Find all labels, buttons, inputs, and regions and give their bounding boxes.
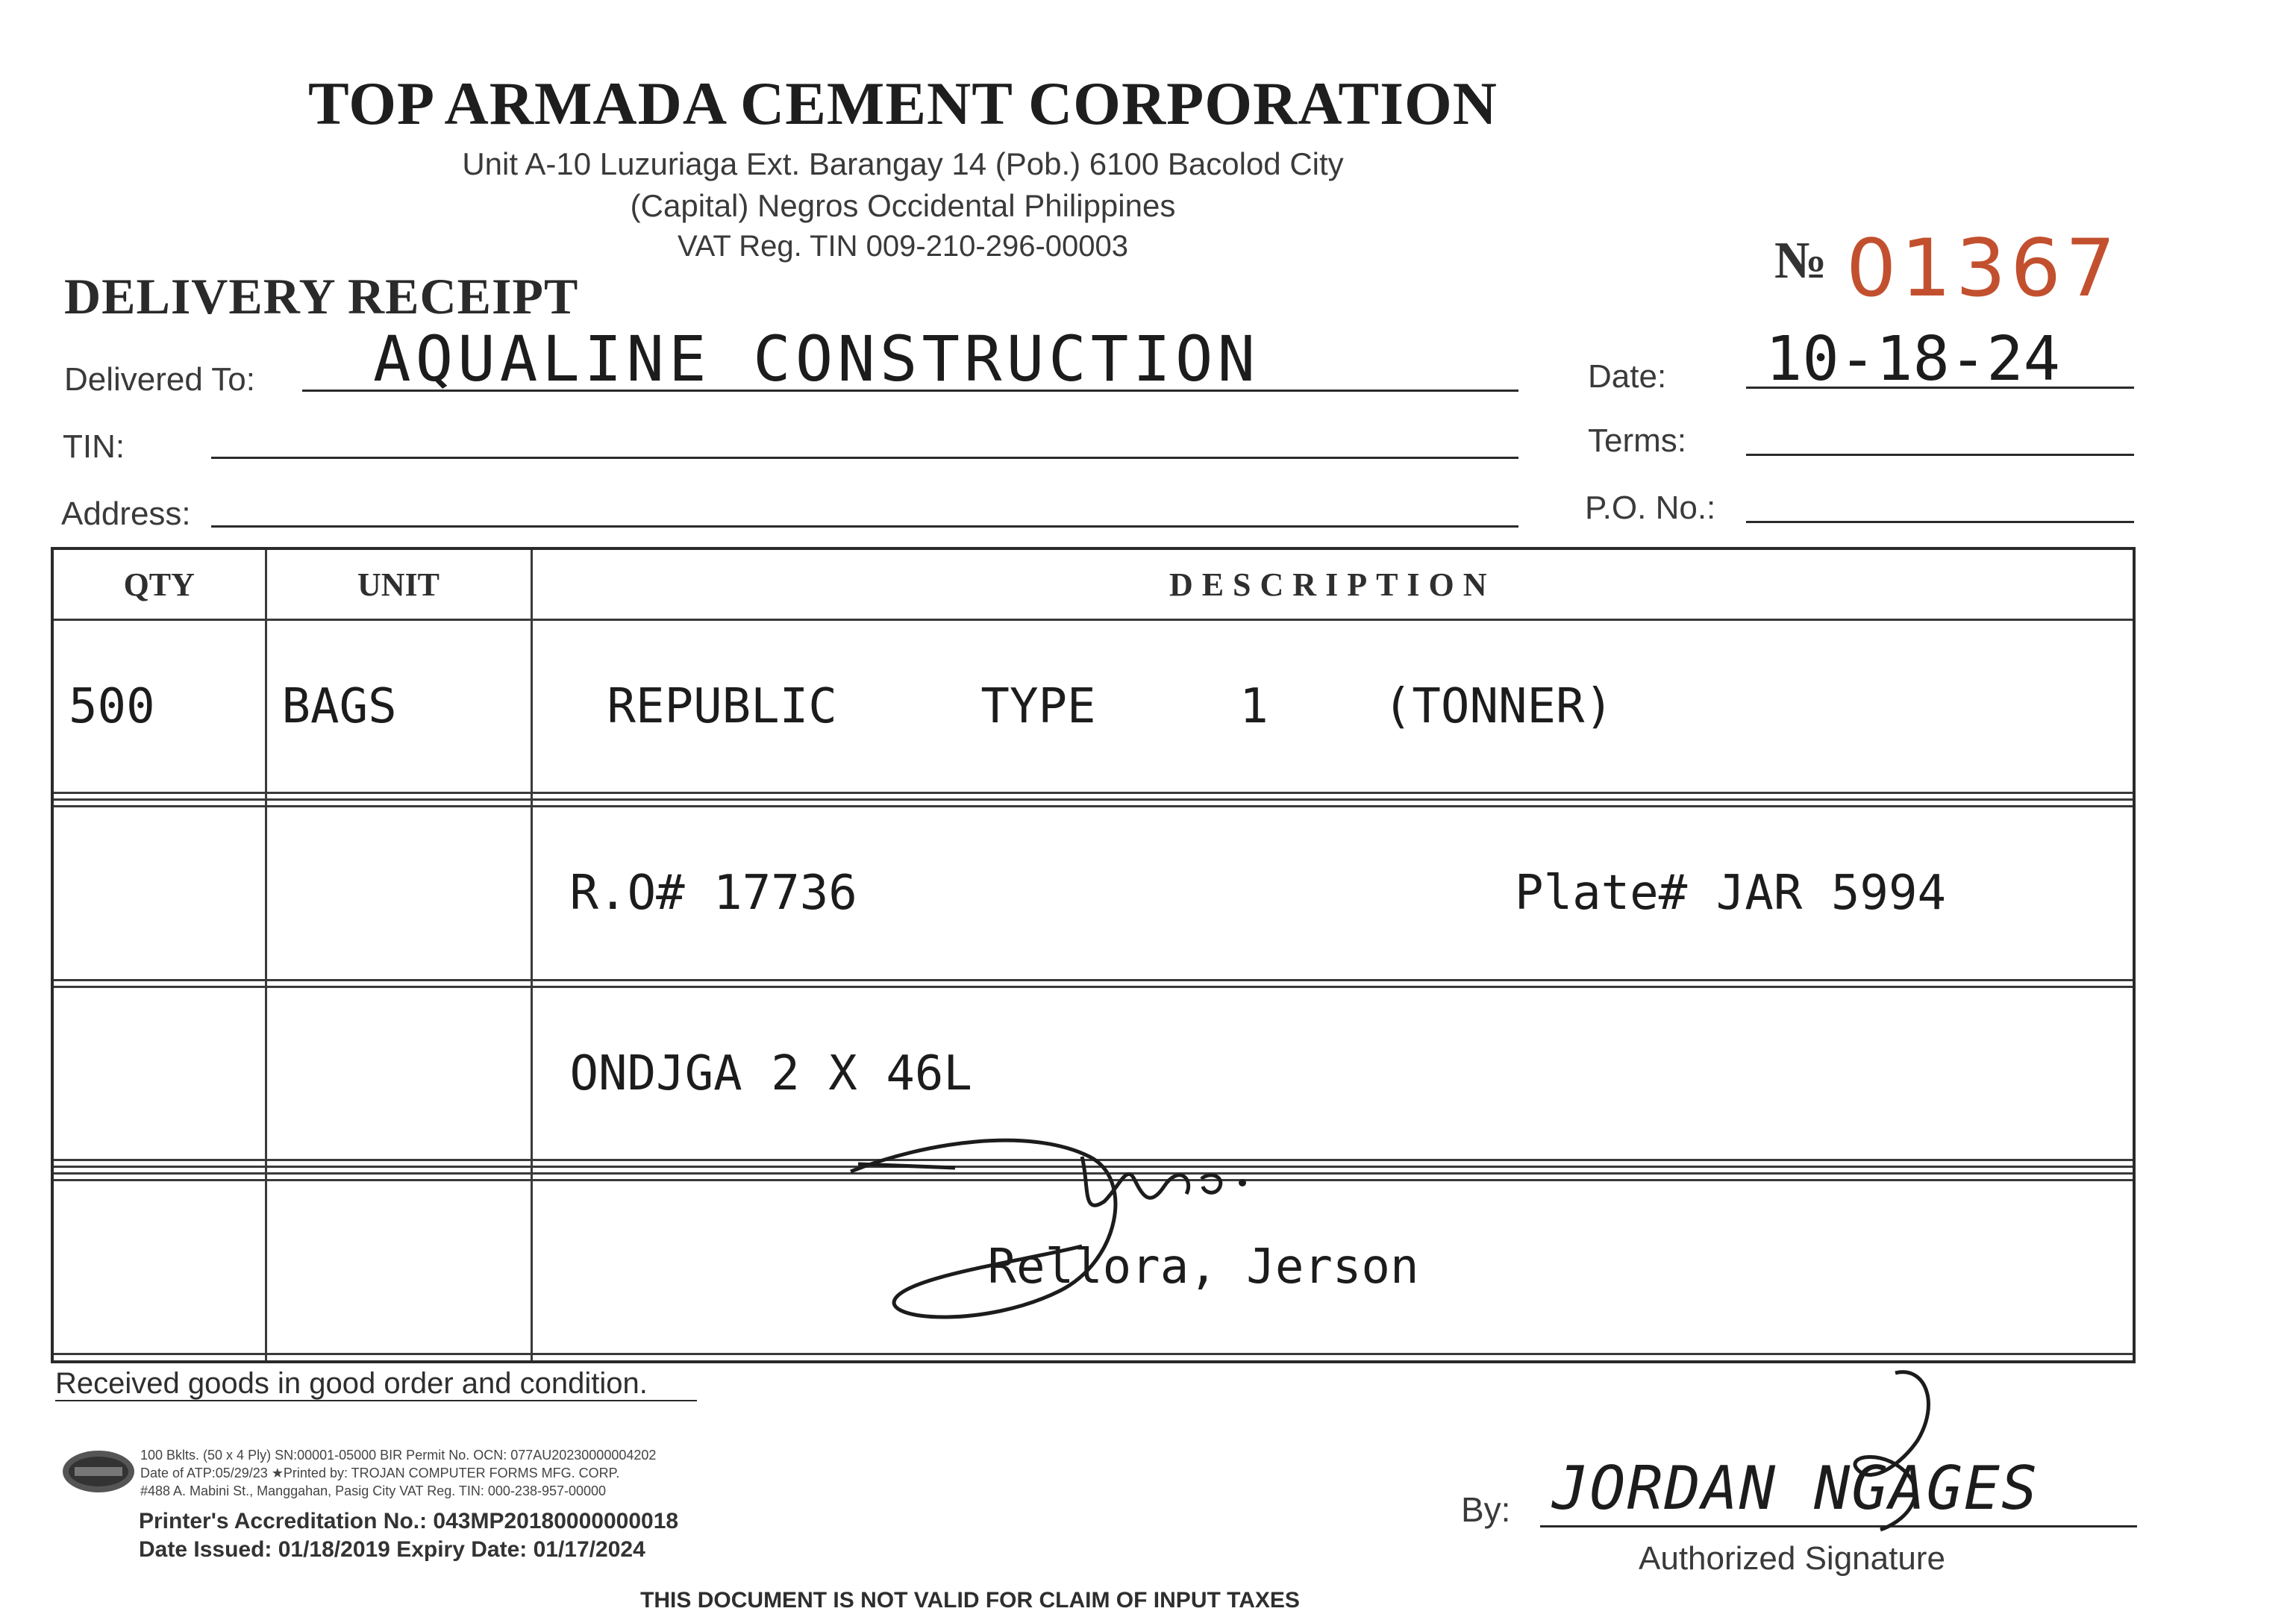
qty-cell[interactable] xyxy=(52,800,266,807)
printer-logo-icon xyxy=(61,1448,136,1495)
receipt-number-label: № xyxy=(1774,232,1827,290)
printer-details-line1: 100 Bklts. (50 x 4 Ply) SN:00001-05000 BIR Permit No. OCN: 077AU20230000004202 xyxy=(140,1448,657,1463)
unit-column-header: UNIT xyxy=(266,548,531,620)
po-number-line xyxy=(1746,521,2134,523)
unit-cell[interactable] xyxy=(266,1174,531,1180)
delivered-to-label: Delivered To: xyxy=(64,361,255,398)
table-row xyxy=(52,620,2134,793)
qty-cell[interactable]: 500 xyxy=(52,620,266,793)
table-header-row xyxy=(52,548,2134,620)
receipt-number: 01367 xyxy=(1846,222,2121,314)
tax-disclaimer: THIS DOCUMENT IS NOT VALID FOR CLAIM OF INPUT TAXES xyxy=(640,1588,1300,1613)
printer-details-line3: #488 A. Mabini St., Manggahan, Pasig City VAT Reg. TIN: 000-238-957-00000 xyxy=(140,1483,607,1498)
description-cell[interactable] xyxy=(531,807,2134,980)
unit-cell[interactable] xyxy=(266,1354,531,1362)
description-column-header: DESCRIPTION xyxy=(531,548,2134,620)
date-label: Date: xyxy=(1588,358,1667,395)
unit-cell[interactable] xyxy=(266,1160,531,1167)
company-name: TOP ARMADA CEMENT CORPORATION xyxy=(308,69,1498,137)
authorized-signature-scribble xyxy=(1806,1358,1970,1537)
unit-cell[interactable] xyxy=(266,1180,531,1354)
qty-column-header: QTY xyxy=(52,548,266,620)
authorized-signature-label: Authorized Signature xyxy=(1639,1540,1945,1577)
qty-cell[interactable] xyxy=(52,1160,266,1167)
unit-cell[interactable] xyxy=(266,1167,531,1174)
table-row xyxy=(52,807,2134,980)
description-cell[interactable]: ONDJGA 2 X 46L xyxy=(531,986,2134,1160)
qty-cell[interactable] xyxy=(52,807,266,980)
ro-number-text: R.O# 17736 xyxy=(569,866,857,922)
authorized-signer-name: JORDAN NGAGES xyxy=(1552,1454,2039,1523)
qty-cell[interactable] xyxy=(52,793,266,800)
unit-cell[interactable] xyxy=(266,800,531,807)
description-cell[interactable] xyxy=(531,620,2134,793)
company-address-line1: Unit A-10 Luzuriaga Ext. Barangay 14 (Pob.) 6100 Bacolod City xyxy=(462,146,1344,181)
qty-cell[interactable] xyxy=(52,986,266,1160)
description-text: REPUBLIC TYPE 1 (TONNER) xyxy=(607,678,1614,734)
table-row xyxy=(52,800,2134,807)
qty-cell[interactable] xyxy=(52,980,266,986)
plate-number-text: Plate# JAR 5994 xyxy=(1515,866,1946,922)
delivered-to-value[interactable]: AQUALINE CONSTRUCTION xyxy=(373,322,1260,395)
address-label: Address: xyxy=(61,495,191,532)
unit-cell[interactable] xyxy=(266,986,531,1160)
qty-cell[interactable] xyxy=(52,1354,266,1362)
unit-cell[interactable] xyxy=(266,980,531,986)
accreditation-dates: Date Issued: 01/18/2019 Expiry Date: 01/17/2024 xyxy=(139,1537,645,1562)
terms-line xyxy=(1746,454,2134,456)
company-address-line2: (Capital) Negros Occidental Philippines xyxy=(630,188,1176,223)
address-line xyxy=(211,525,1518,528)
receiver-signature-scribble xyxy=(836,1112,1373,1336)
unit-cell[interactable] xyxy=(266,807,531,980)
qty-cell[interactable] xyxy=(52,1180,266,1354)
description-cell[interactable] xyxy=(531,800,2134,807)
po-number-label: P.O. No.: xyxy=(1585,490,1716,526)
received-underline xyxy=(55,1400,697,1401)
date-value[interactable]: 10-18-24 xyxy=(1765,324,2060,395)
printer-details-line2: Date of ATP:05/29/23 ★Printed by: TROJAN COMPUTER FORMS MFG. CORP. xyxy=(140,1466,620,1480)
tin-line xyxy=(211,457,1518,459)
tin-label: TIN: xyxy=(63,428,125,465)
by-label: By: xyxy=(1461,1490,1511,1529)
table-row xyxy=(52,980,2134,986)
unit-cell[interactable]: BAGS xyxy=(266,620,531,793)
unit-cell[interactable] xyxy=(266,793,531,800)
printer-accreditation: Printer's Accreditation No.: 043MP20180000000018 xyxy=(139,1509,679,1533)
received-statement: Received goods in good order and condition. xyxy=(55,1367,648,1400)
qty-cell[interactable] xyxy=(52,1167,266,1174)
vat-reg-tin: VAT Reg. TIN 009-210-296-00003 xyxy=(677,230,1129,263)
description-cell[interactable]: Rellora, Jerson xyxy=(531,1180,2134,1354)
description-cell[interactable] xyxy=(531,980,2134,986)
document-title: DELIVERY RECEIPT xyxy=(64,268,579,325)
description-cell[interactable] xyxy=(531,793,2134,800)
terms-label: Terms: xyxy=(1588,422,1686,459)
qty-cell[interactable] xyxy=(52,1174,266,1180)
table-row xyxy=(52,793,2134,800)
